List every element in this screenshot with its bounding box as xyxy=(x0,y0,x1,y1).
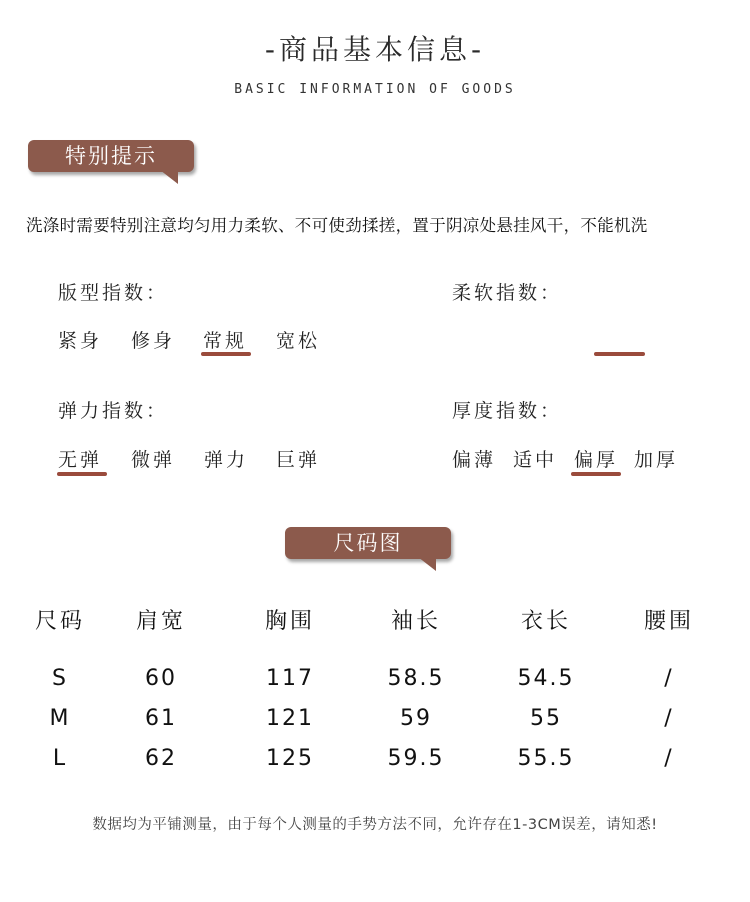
fit-option-slim: 修身 xyxy=(131,330,176,352)
fit-selected-underline xyxy=(201,352,251,356)
thickness-selected-underline xyxy=(571,472,621,476)
cell-size: S xyxy=(52,666,68,691)
fit-option-regular: 常规 xyxy=(203,330,248,352)
header-waist: 腰围 xyxy=(643,609,694,634)
page-subtitle: BASIC INFORMATION OF GOODS xyxy=(234,82,516,97)
thickness-option-thick: 偏厚 xyxy=(574,449,619,471)
header-shoulder: 肩宽 xyxy=(135,609,186,634)
cell-shoulder: 62 xyxy=(145,746,177,771)
elasticity-selected-underline xyxy=(57,472,107,476)
cell-size: M xyxy=(49,706,71,731)
elasticity-option-stretch: 弹力 xyxy=(204,449,249,471)
softness-selected-underline xyxy=(594,352,645,356)
elasticity-option-slight: 微弹 xyxy=(131,449,176,471)
cell-waist: / xyxy=(664,666,674,691)
fit-option-loose: 宽松 xyxy=(276,330,321,352)
elasticity-option-none: 无弹 xyxy=(58,449,103,471)
cell-chest: 121 xyxy=(266,706,314,731)
header-sleeve: 袖长 xyxy=(390,609,441,634)
special-notice-tag-tail xyxy=(160,170,178,184)
fit-option-tight: 紧身 xyxy=(58,330,103,352)
cell-length: 54.5 xyxy=(517,666,575,691)
measurement-note: 数据均为平铺测量，由于每个人测量的手势方法不同，允许存在1-3CM误差，请知悉! xyxy=(92,817,658,833)
thickness-option-extra-thick: 加厚 xyxy=(634,449,679,471)
softness-index-label: 柔软指数： xyxy=(452,282,563,304)
elasticity-option-super: 巨弹 xyxy=(276,449,321,471)
elasticity-index-label: 弹力指数： xyxy=(58,400,169,422)
thickness-index-label: 厚度指数： xyxy=(452,400,563,422)
cell-shoulder: 61 xyxy=(145,706,177,731)
cell-sleeve: 58.5 xyxy=(387,666,445,691)
size-chart-tag-tail xyxy=(418,557,436,571)
cell-size: L xyxy=(52,746,68,771)
cell-waist: / xyxy=(664,746,674,771)
size-chart-tag-label: 尺码图 xyxy=(285,527,451,559)
header-size: 尺码 xyxy=(34,609,85,634)
cell-chest: 117 xyxy=(266,666,314,691)
cell-waist: / xyxy=(664,706,674,731)
cell-length: 55 xyxy=(530,706,562,731)
thickness-option-medium: 适中 xyxy=(513,449,558,471)
wash-notice-text: 洗涤时需要特别注意均匀用力柔软、不可使劲揉搓，置于阴凉处悬挂风干，不能机洗 xyxy=(26,216,648,235)
cell-sleeve: 59.5 xyxy=(387,746,445,771)
cell-chest: 125 xyxy=(266,746,314,771)
special-notice-tag-label: 特别提示 xyxy=(28,140,194,172)
cell-sleeve: 59 xyxy=(400,706,432,731)
thickness-option-thin: 偏薄 xyxy=(452,449,497,471)
header-length: 衣长 xyxy=(520,609,571,634)
header-chest: 胸围 xyxy=(264,609,315,634)
cell-length: 55.5 xyxy=(517,746,575,771)
fit-index-label: 版型指数： xyxy=(58,282,169,304)
cell-shoulder: 60 xyxy=(145,666,177,691)
page-title: -商品基本信息- xyxy=(264,33,486,66)
